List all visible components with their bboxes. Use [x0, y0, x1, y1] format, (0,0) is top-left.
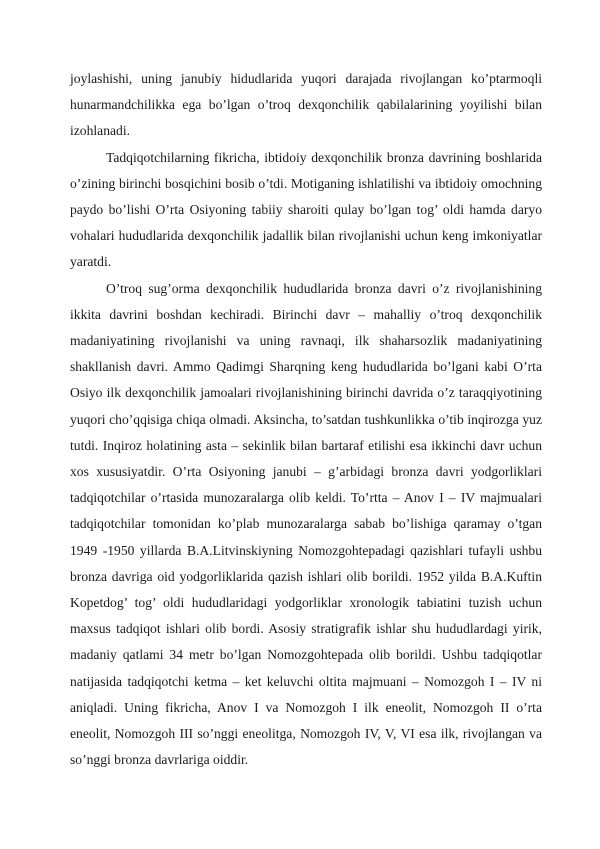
- document-page: [70, 66, 542, 773]
- paragraph-3: O’troq sug’orma dexqonchilik hududlarida bronza davri o’z rivojlanishining ikkita davrini boshdan kechiradi. Birinchi davr – mahalliy o’troq dexqonchilik madaniyatining rivojlanishi va uning ravnaqi, ilk shaharsozlik madaniyatining shakllanish davri. Ammo Qadimgi Sharqning keng hududlarida bo’lgani kabi O’rta Osiyo ilk dexqonchilik jamoalari rivojlanishining birinchi davrida o’z taraqqiyotining yuqori cho’qqisiga chiqa olmadi. Aksincha, to’satdan tushkunlikka o’tib inqirozga yuz tutdi. Inqiroz holatining asta – sekinlik bilan bartaraf etilishi esa ikkinchi davr uchun xos xususiyatdir. O’rta Osiyoning janubi – g’arbidagi bronza davri yodgorliklari tadqiqotchilar o’rtasida munozaralarga olib keldi. To’rtta – Anov I – IV majmualari tadqiqotchilar tomonidan ko’plab munozaralarga sabab bo’lishiga qaramay o’tgan 1949 -1950 yillarda B.A.Litvinskiyning Nomozgohtepadagi qazishlari tufayli ushbu bronza davriga oid yodgorliklarida qazish ishlari olib borildi. 1952 yilda B.A.Kuftin Kopetdog’ tog’ oldi hududlaridagi yodgorliklar xronologik tabiatini tuzish uchun maxsus tadqiqot ishlari olib bordi. Asosiy stratigrafik ishlar shu hududlardagi yirik, madaniy qatlami 34 metr bo’lgan Nomozgohtepada olib borildi. Ushbu tadqiqotlar natijasida tadqiqotchi ketma – ket keluvchi oltita majmuani – Nomozgoh I – IV ni aniqladi. Uning fikricha, Anov I va Nomozgoh I ilk eneolit, Nomozgoh II o’rta eneolit, Nomozgoh III so’nggi eneolitga, Nomozgoh IV, V, VI esa ilk, rivojlangan va so’nggi bronza davrlariga oiddir.: [70, 280, 542, 768]
- paragraph-1: joylashishi, uning janubiy hidudlarida yuqori darajada rivojlangan ko’ptarmoqli hunarmandchilikka ega bo’lgan o’troq dexqonchilik qabilalarining yoyilishi bilan izohlanadi.: [70, 71, 542, 139]
- paragraph-2: Tadqiqotchilarning fikricha, ibtidoiy dexqonchilik bronza davrining boshlarida o’zining birinchi bosqichini bosib o’tdi. Motiganing ishlatilishi va ibtidoiy omochning paydo bo’lishi O’rta Osiyoning tabiiy sharoiti qulay bo’lgan tog’ oldi hamda daryo vohalari hududlarida dexqonchilik jadallik bilan rivojlanishi uchun keng imkoniyatlar yaratdi.: [70, 149, 542, 270]
